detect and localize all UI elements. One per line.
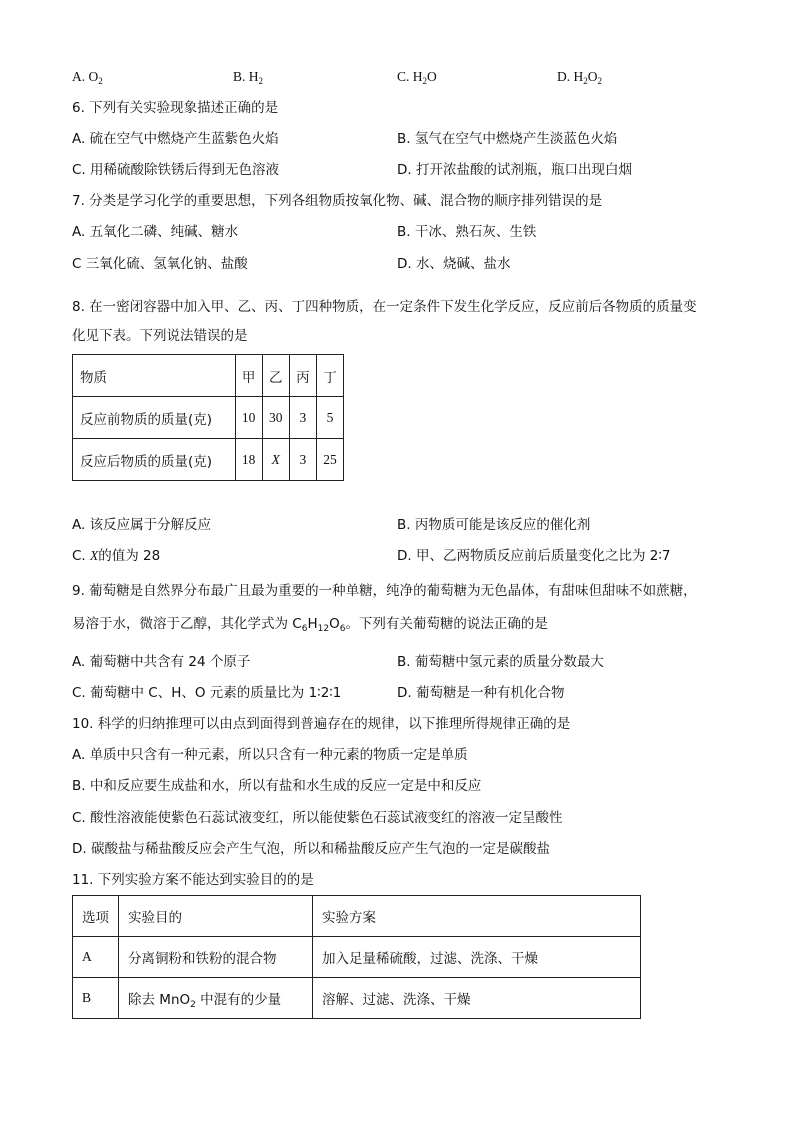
table-cell: 5 — [316, 397, 343, 439]
table-header-cell: 乙 — [262, 355, 289, 397]
table-row — [73, 978, 641, 1019]
q10-stem: 10. 科学的归纳推理可以由点到面得到普遍存在的规律，以下推理所得规律正确的是 — [72, 716, 571, 732]
q10-option-c: C. 酸性溶液能使紫色石蕊试液变红，所以能使紫色石蕊试液变红的溶液一定呈酸性 — [72, 810, 563, 826]
q8-option-a: A. 该反应属于分解反应 — [72, 517, 212, 533]
table-cell: 25 — [316, 439, 343, 481]
q7-option-a: A. 五氧化二磷、纯碱、糖水 — [72, 224, 239, 240]
q8-stem-line1: 8. 在一密闭容器中加入甲、乙、丙、丁四种物质，在一定条件下发生化学反应，反应前后各物质的质量变 — [72, 299, 697, 315]
q9-option-b: B. 葡萄糖中氢元素的质量分数最大 — [397, 654, 604, 670]
table-header-cell: 甲 — [235, 355, 262, 397]
q6-option-b: B. 氢气在空气中燃烧产生淡蓝色火焰 — [397, 131, 618, 147]
q8-mass-table — [72, 354, 344, 481]
table-cell: 10 — [235, 397, 262, 439]
q10-option-b: B. 中和反应要生成盐和水，所以有盐和水生成的反应一定是中和反应 — [72, 778, 482, 794]
table-row — [73, 896, 641, 937]
q6-option-c: C. 用稀硫酸除铁锈后得到无色溶液 — [72, 162, 280, 178]
table-cell — [262, 439, 289, 481]
table-cell: 3 — [289, 397, 316, 439]
table-cell: B — [73, 978, 119, 1019]
table-cell: 3 — [289, 439, 316, 481]
table-row — [73, 439, 344, 481]
q5-option-a: A. $O_2$ — [72, 69, 103, 86]
q9-stem-line1: 9. 葡萄糖是自然界分布最广且最为重要的一种单糖，纯净的葡萄糖为无色晶体，有甜味但甜味不如蔗糖， — [72, 583, 697, 599]
table-header-cell: 实验方案 — [313, 896, 641, 937]
table-header-cell: 丁 — [316, 355, 343, 397]
table-row — [73, 355, 344, 397]
q10-option-a: A. 单质中只含有一种元素，所以只含有一种元素的物质一定是单质 — [72, 747, 468, 763]
table-row — [73, 397, 344, 439]
q6-option-d: D. 打开浓盐酸的试剂瓶，瓶口出现白烟 — [397, 162, 632, 178]
table-cell: 30 — [262, 397, 289, 439]
q7-option-d: D. 水、烧碱、盐水 — [397, 256, 511, 272]
q6-option-a: A. 硫在空气中燃烧产生蓝紫色火焰 — [72, 131, 279, 147]
table-header-cell: 实验目的 — [119, 896, 313, 937]
q9-option-d: D. 葡萄糖是一种有机化合物 — [397, 685, 565, 701]
q9-stem-line2: 易溶于水，微溶于乙醇，其化学式为 $C_6H_{12}O_6$。下列有关葡萄糖的说法正确的是 — [72, 616, 548, 634]
table-cell: 加入足量稀硫酸，过滤、洗涤、干燥 — [313, 937, 641, 978]
q7-stem: 7. 分类是学习化学的重要思想，下列各组物质按氧化物、碱、混合物的顺序排列错误的是 — [72, 193, 603, 209]
q8-stem-line2: 化见下表。下列说法错误的是 — [72, 328, 248, 344]
q6-stem: 6. 下列有关实验现象描述正确的是 — [72, 100, 279, 116]
q11-stem: 11. 下列实验方案不能达到实验目的的是 — [72, 872, 314, 888]
table-cell: A — [73, 937, 119, 978]
q5-option-c: C. $H_2O$ — [397, 69, 437, 86]
q8-option-d: D. 甲、乙两物质反应前后质量变化之比为 2∶7 — [397, 548, 671, 564]
table-cell: 溶解、过滤、洗涤、干燥 — [313, 978, 641, 1019]
q5-option-b: B. $H_2$ — [233, 69, 264, 86]
table-cell: 除去 MnO$_2$ 中混有的少量 — [119, 978, 313, 1019]
table-row — [73, 937, 641, 978]
q11-experiment-table — [72, 895, 641, 1019]
table-header-cell: 选项 — [73, 896, 119, 937]
q8-option-b: B. 丙物质可能是该反应的催化剂 — [397, 517, 591, 533]
q8-option-c: C. X的值为 28 — [72, 548, 161, 564]
q9-option-a: A. 葡萄糖中共含有 24 个原子 — [72, 654, 251, 670]
table-header-cell: 丙 — [289, 355, 316, 397]
q7-option-b: B. 干冰、熟石灰、生铁 — [397, 224, 537, 240]
q9-option-c: C. 葡萄糖中 C、H、O 元素的质量比为 1∶2∶1 — [72, 685, 342, 701]
q10-option-d: D. 碳酸盐与稀盐酸反应会产生气泡，所以和稀盐酸反应产生气泡的一定是碳酸盐 — [72, 841, 550, 857]
q5-option-d: D. $H_2O_2$ — [557, 69, 602, 86]
q7-option-c: C 三氧化硫、氢氧化钠、盐酸 — [72, 256, 248, 272]
variable-x: X — [271, 451, 280, 467]
table-cell: 18 — [235, 439, 262, 481]
table-cell: 分离铜粉和铁粉的混合物 — [119, 937, 313, 978]
table-cell: 反应前物质的质量(克) — [73, 397, 236, 439]
table-cell: 反应后物质的质量(克) — [73, 439, 236, 481]
table-header-cell: 物质 — [73, 355, 236, 397]
